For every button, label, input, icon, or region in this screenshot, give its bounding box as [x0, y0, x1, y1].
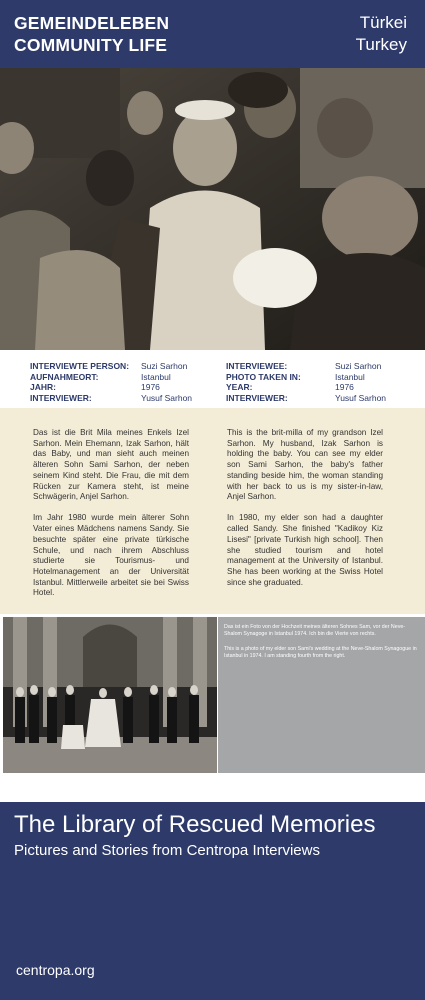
meta-label: INTERVIEWER: [30, 392, 92, 403]
meta-values-english [335, 361, 386, 403]
footer-subtitle: Pictures and Stories from Centropa Interviews [14, 842, 320, 859]
meta-value: 1976 [335, 382, 354, 392]
meta-labels-german [30, 361, 129, 403]
brit-mila-photo [0, 68, 425, 350]
story-section [0, 408, 425, 614]
meta-label: JAHR: [30, 382, 56, 392]
story-paragraph: Im Jahr 1980 wurde mein älterer Sohn Vater eines Mädchens namens Sandy. Sie besuchte später eine private türkische Schule, und nach ihrem Abschluss studierte sie Tourismus- und Hotelmanagement an der Universität Istanbul. Mittlerweile arbeitet sie bei Swiss Hotel. [33, 513, 189, 598]
meta-value: Suzi Sarhon [141, 361, 188, 371]
meta-value: Yusuf Sarhon [141, 392, 193, 403]
story-paragraph: Das ist die Brit Mila meines Enkels Izel Sarhon. Mein Ehemann, Izak Sarhon, hält das Baby, und man sieht auch meinen älteren Sohn Sami Sarhon, der neben seinem Kind steht. Die Frau, die mit dem Rücken zur Kamera steht, ist meine Schwägerin, Anjel Sarhon. [33, 428, 189, 502]
meta-value: Suzi Sarhon [335, 361, 382, 371]
meta-label: AUFNAHMEORT: [30, 371, 99, 382]
wedding-photo [3, 617, 217, 773]
footer-bar [0, 802, 425, 1000]
country-english: Turkey [355, 35, 407, 54]
footer-url: centropa.org [16, 962, 95, 978]
meta-label: YEAR: [226, 382, 253, 392]
meta-label: PHOTO TAKEN IN: [226, 371, 301, 382]
meta-value: Yusuf Sarhon [335, 392, 387, 403]
story-paragraph: In 1980, my elder son had a daughter called Sandy. She finished "Kadikoy Kiz Lisesi" [private Turkish high school]. Then she studied tourism and hotel management at the University of Istanbul. She has been working at the Swiss Hotel since she graduated. [227, 513, 383, 587]
footer-title: The Library of Rescued Memories [14, 811, 376, 838]
story-english [227, 428, 383, 599]
page-title [14, 12, 169, 56]
meta-label: INTERVIEWEE: [226, 361, 288, 371]
caption-german: Das ist ein Foto von der Hochzeit meines älteren Sohnes Sam, vor der Neve-Shalom Synagoge in Istanbul 1974. Ich bin die Vierte von rechts. [224, 624, 406, 637]
story-paragraph: This is the brit-milla of my grandson Izel Sarhon. My husband, Izak Sarhon is holding the baby. You can see my elder son Sami Sarhon, the baby's father standing beside him, the woman standing with her back to us is my sister-in-law, Anjel Sarhon. [227, 428, 383, 502]
wedding-caption-box [218, 617, 425, 773]
country-german: Türkei [359, 13, 407, 32]
meta-labels-english [226, 361, 301, 403]
caption-english: This is a photo of my elder son Sami's wedding at the Neve-Shalom Synagogue in Istanbul in 1974. I am standing fourth from the right. [224, 646, 417, 659]
header-bar [0, 0, 425, 68]
meta-label: INTERVIEWTE PERSON: [30, 361, 130, 371]
meta-value: 1976 [141, 382, 160, 392]
country-label [356, 12, 407, 56]
interview-metadata [0, 350, 425, 408]
title-english: COMMUNITY LIFE [14, 35, 168, 55]
meta-values-german [141, 361, 192, 403]
brit-mila-photo-illustration [0, 68, 425, 350]
meta-value: Istanbul [335, 371, 365, 382]
title-german: GEMEINDELEBEN [14, 13, 170, 33]
meta-value: Istanbul [141, 371, 171, 382]
meta-label: INTERVIEWER: [226, 392, 288, 403]
story-german [33, 428, 189, 610]
wedding-photo-illustration [3, 617, 217, 773]
